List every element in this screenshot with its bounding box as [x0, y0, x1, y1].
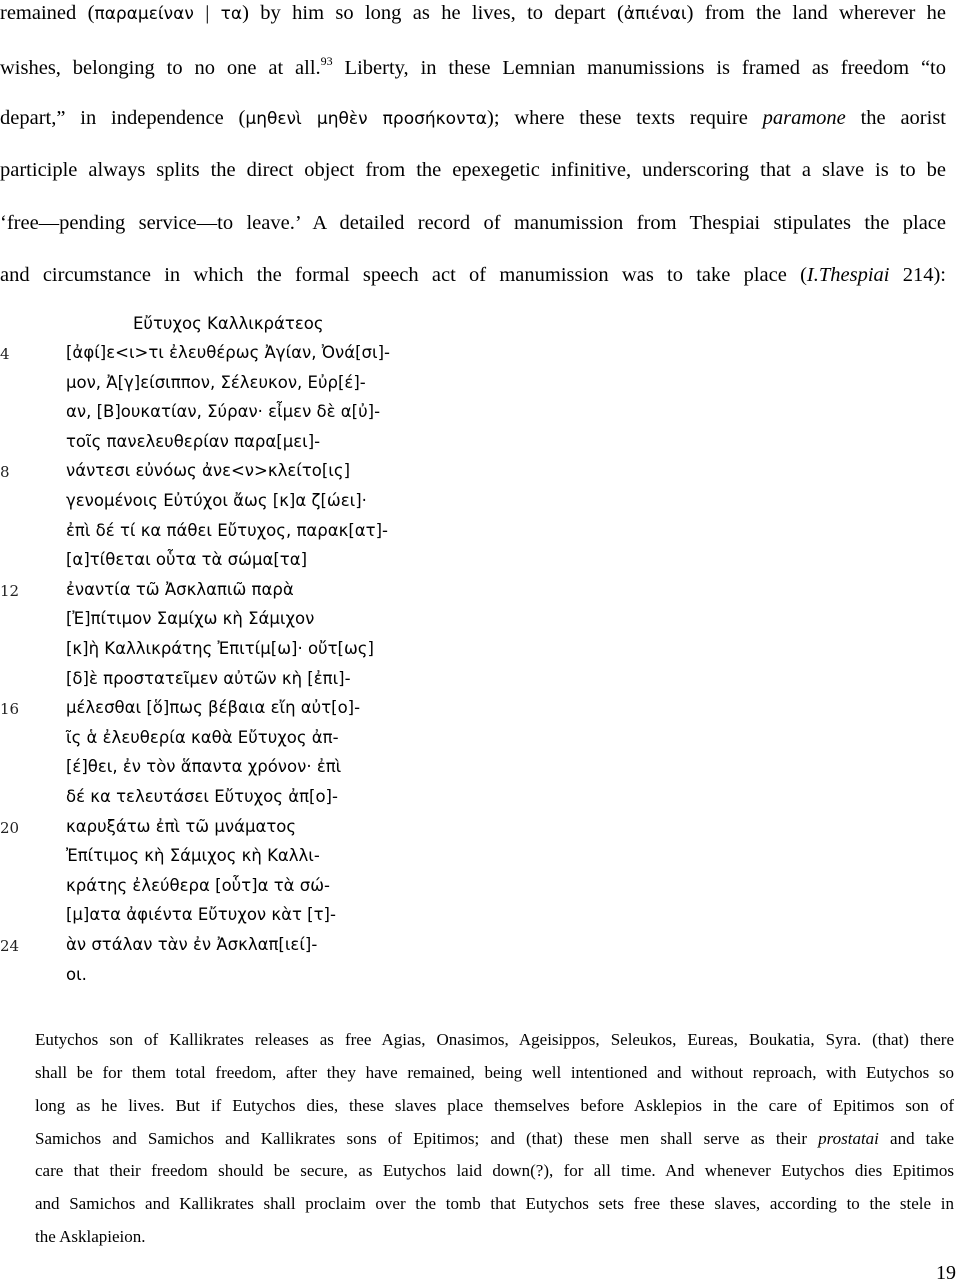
line-number: 4 [0, 345, 10, 363]
inscription-line: οι. [66, 965, 87, 984]
emphasis: prostatai [818, 1129, 879, 1148]
inscription-line: ὰν στάλαν τὰν ἐν Ἀσκλαπ[ιεί]- [66, 935, 318, 954]
inscription-line: [δ]ὲ προστατεῖμεν αὐτῶν κὴ [ἐπι]- [66, 669, 351, 688]
paragraph-line: wishes, belonging to no one at all.$^{93}$ Liberty, in these Lemnian manumissions is framed as freedom “to [0, 54, 947, 79]
inscription-line: [έ]θει, ἐν τὸν ἅπαντα χρόνον· ἐπὶ [66, 757, 342, 776]
inscription-line: ἐναντία τῶ Ἀσκλαπιῶ παρὰ [66, 580, 294, 599]
line-number: 20 [0, 819, 20, 837]
paragraph-line: and circumstance in which the formal speech act of manumission was to take place (I.Thespiai 214): [0, 264, 946, 286]
paragraph-line: ‘free—pending service—to leave.’ A detailed record of manumission from Thespiai stipulates the place [0, 212, 946, 234]
inscription-line: μέλεσθαι [ὅ]πως βέβαια εἴη αὐτ[ο]- [66, 698, 361, 717]
inscription-line: ἐπὶ δέ τί κα πάθει Εὔτυχος, παρακ[ατ]- [66, 521, 388, 540]
translation-line: the Asklapieion. [35, 1227, 146, 1246]
translation-line: care that their freedom should be secure, as Eutychos laid down(?), for all time. And whenever Eutychos dies Epitimos [35, 1161, 954, 1180]
inscription-line: νάντεσι εὐνόως ἀνε<ν>κλείτο[ις] [66, 461, 351, 480]
inscription-line: δέ κα τελευτάσει Εὔτυχος ἀπ[ο]- [66, 787, 338, 806]
translation-line: Samichos and Samichos and Kallikrates sons of Epitimos; and (that) these men shall serve as their prostatai and take [35, 1129, 954, 1148]
inscription-line: τοῖς πανελευθερίαν παρα[μει]- [66, 432, 321, 451]
translation-line: shall be for them total freedom, after they have remained, being well intentioned and without reproach, with Eutychos so [35, 1063, 954, 1082]
inscription-line: κράτης ἐλεύθερα [οὗτ]α τὰ σώ- [66, 876, 331, 895]
translation-line: long as he lives. But if Eutychos dies, these slaves place themselves before Asklepios in the care of Epitimos son of [35, 1096, 954, 1115]
inscription-line: [μ]ατα ἀφιέντα Εὔτυχον κὰτ [τ]- [66, 905, 336, 924]
greek-term: τα [220, 4, 243, 24]
footnote-ref[interactable]: 93 [320, 54, 333, 68]
inscription-line: [ἀφί]ε<ι>τι ἐλευθέρως Ἀγίαν, Ὀνά[σι]- [66, 343, 390, 362]
paragraph-line: depart,” in independence (μηθενὶ μηθὲν προσήκοντα); where these texts require paramone the aorist [0, 107, 946, 129]
greek-term: παραμείναν [94, 4, 194, 24]
greek-term: ἀπιέναι [623, 4, 687, 24]
inscription-line: Ἐπίτιμος κὴ Σάμιχος κὴ Καλλι- [66, 846, 320, 865]
inscription-line: γενομένοις Εὐτύχοι ἄως [κ]α ζ[ώει]· [66, 491, 367, 510]
line-number: 16 [0, 700, 20, 718]
paragraph-line: participle always splits the direct object from the epexegetic infinitive, underscoring that a slave is to be [0, 159, 946, 181]
greek-term: μηθενὶ μηθὲν προσήκοντα [245, 109, 488, 129]
translation-line: Eutychos son of Kallikrates releases as free Agias, Onasimos, Ageisippos, Seleukos, Eureas, Boukatia, Syra. (that) there [35, 1030, 954, 1049]
inscription-heading: Εὔτυχος Καλλικράτεος [133, 314, 324, 333]
inscription-line: [Ἐ]πίτιμον Σαμίχω κὴ Σάμιχον [66, 609, 315, 628]
inscription-line: μον, Ἀ[γ]είσιππον, Σέλευκον, Εὐρ[έ]- [66, 373, 366, 392]
inscription-line: [α]τίθεται οὗτα τὰ σώμα[τα] [66, 550, 308, 569]
inscription-line: ῖς ἁ ἐλευθερία καθὰ Εὔτυχος ἀπ- [66, 728, 339, 747]
inscription-line: καρυξάτω ἐπὶ τῶ μνάματος [66, 817, 297, 836]
line-number: 24 [0, 937, 20, 955]
emphasis: paramone [762, 107, 846, 129]
line-number: 8 [0, 463, 10, 481]
inscription-line: [κ]ὴ Καλλικράτης Ἐπιτίμ[ω]· οὔτ[ως] [66, 639, 374, 658]
translation-line: and Samichos and Kallikrates shall proclaim over the tomb that Eutychos sets free these slaves, according to the stele in [35, 1194, 954, 1213]
paragraph-line: remained (παραμείναν | τα) by him so long as he lives, to depart (ἀπιέναι) from the land wherever he [0, 2, 947, 24]
citation: I.Thespiai [806, 264, 890, 286]
page-number: 19 [936, 1262, 956, 1284]
line-number: 12 [0, 582, 20, 600]
inscription-line: αν, [Β]ουκατίαν, Σύραν· εἶμεν δὲ α[ὐ]- [66, 402, 381, 421]
